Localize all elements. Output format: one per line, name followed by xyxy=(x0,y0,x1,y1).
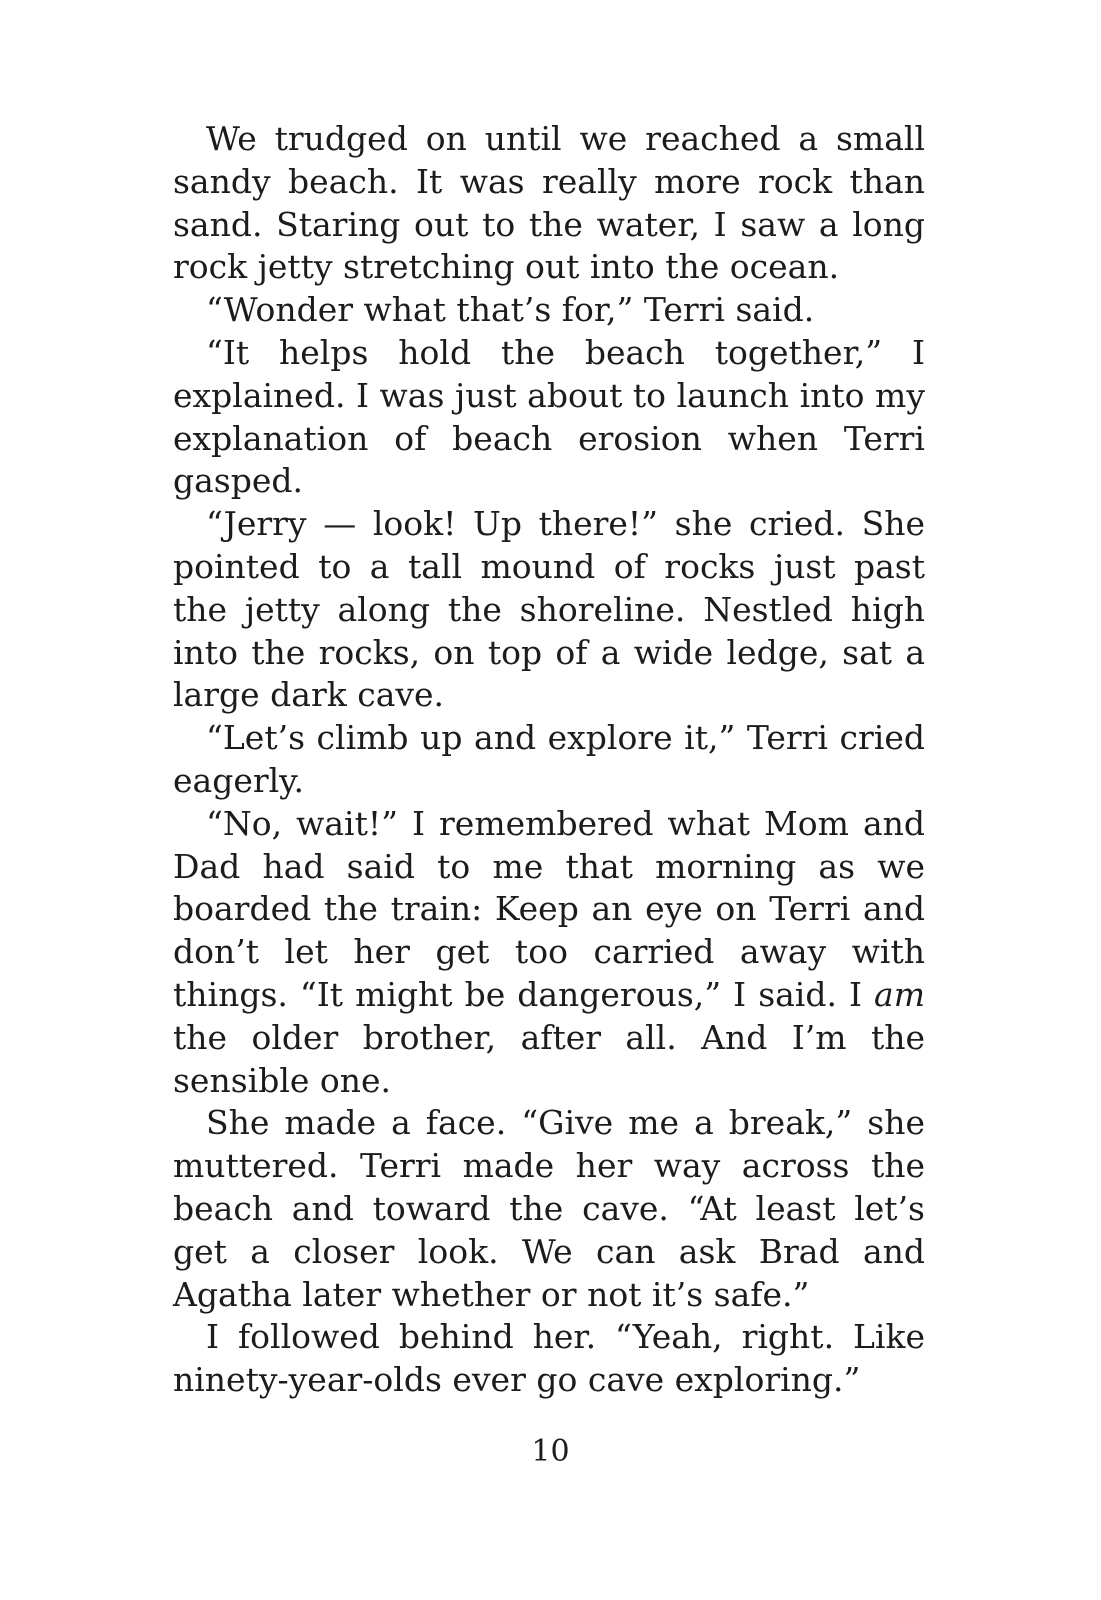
page-number: 10 xyxy=(531,1434,570,1469)
paragraph: “Jerry — look! Up there!” she cried. She pointed to a tall mound of rocks just past the jetty along the shoreline. Nestled high into the rocks, on top of a wide ledge, sat a large dark cave. xyxy=(173,504,925,715)
paragraph: She made a face. “Give me a break,” she muttered. Terri made her way across the beach and toward the cave. “At least let’s get a closer look. We can ask Brad and Agatha later whether or not it’s safe.” xyxy=(173,1103,925,1314)
paragraph: “Let’s climb up and explore it,” Terri cried eagerly. xyxy=(173,718,925,800)
paragraph: “It helps hold the beach together,” I explained. I was just about to launch into my explanation of beach erosion when Terri gasped. xyxy=(173,332,925,501)
page-body xyxy=(173,118,925,1402)
paragraph: I followed behind her. “Yeah, right. Like ninety-year-olds ever go cave exploring.” xyxy=(173,1317,925,1400)
paragraph: We trudged on until we reached a small sandy beach. It was really more rock than sand. Staring out to the water, I saw a long rock jetty stretching out into the ocean. xyxy=(173,119,925,287)
paragraph: “Wonder what that’s for,” Terri said. xyxy=(206,290,815,330)
emphasized-word: am xyxy=(874,974,925,1014)
paragraph: “No, wait!” I remembered what Mom and Dad had said to me that morning as we boarded the train: Keep an eye on Terri and don’t let her get too carried away with things. “It might be dangerous,” I said. I am the older brother, after all. And I’m the sensible one. xyxy=(173,803,925,1100)
